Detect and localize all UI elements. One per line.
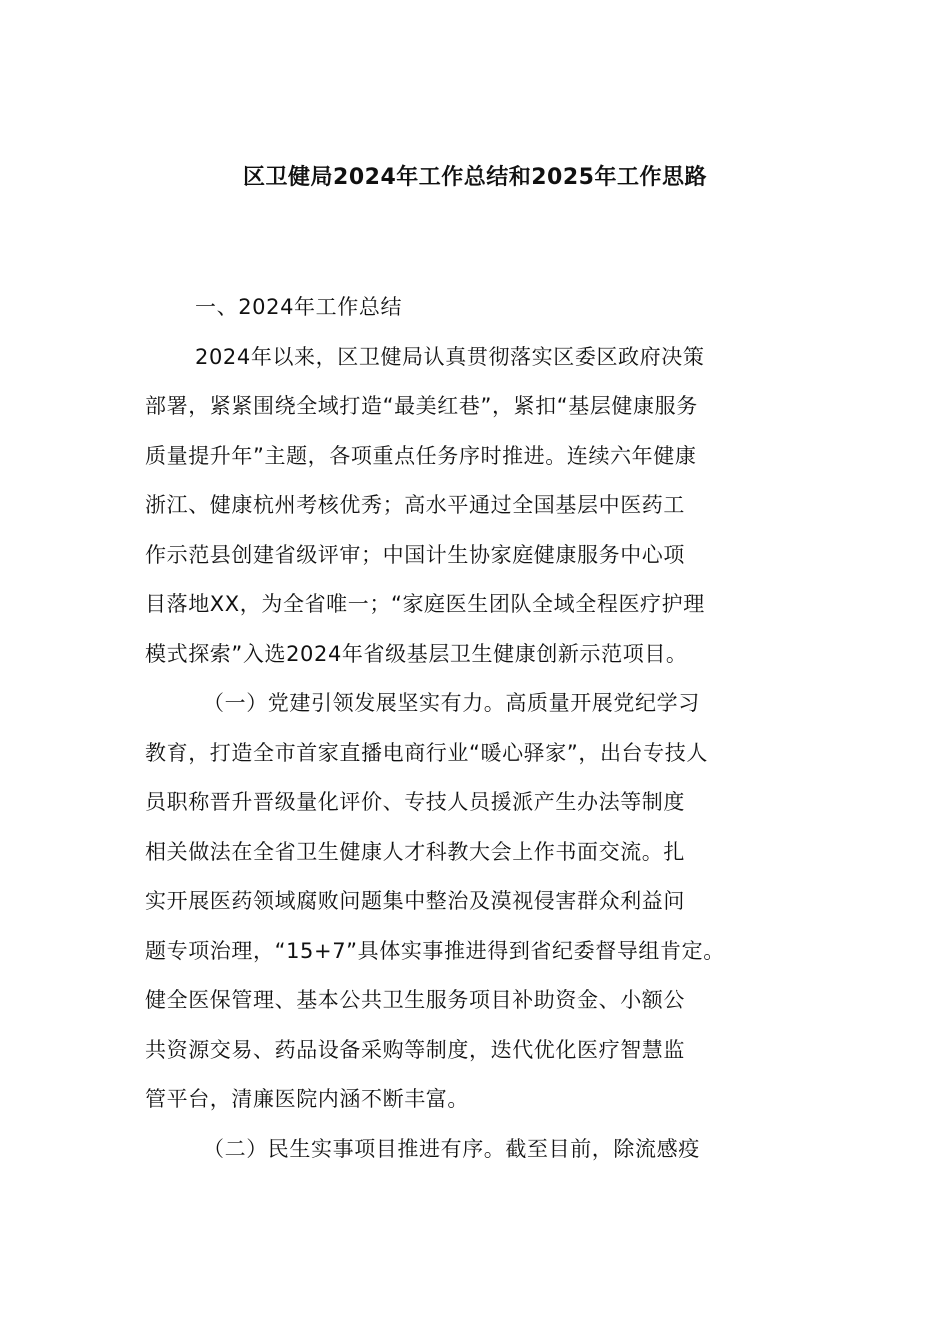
paragraph-line: 模式探索”入选2024年省级基层卫生健康创新示范项目。 [145,641,688,666]
paragraph-line: 质量提升年”主题，各项重点任务序时推进。连续六年健康 [145,443,697,468]
paragraph-line: 作示范县创建省级评审；中国计生协家庭健康服务中心项 [145,542,685,567]
paragraph-line: 浙江、健康杭州考核优秀；高水平通过全国基层中医药工 [145,493,685,517]
subsection-line: （二）民生实事项目推进有序。截至目前，除流感疫 [203,1136,700,1161]
paragraph-line: 共资源交易、药品设备采购等制度，迭代优化医疗智慧监 [145,1037,685,1062]
paragraph-line: 实开展医药领域腐败问题集中整治及漠视侵害群众利益问 [145,889,685,913]
subsection-line: （一）党建引领发展坚实有力。高质量开展党纪学习 [203,691,700,715]
paragraph-line: 员职称晋升晋级量化评价、专技人员援派产生办法等制度 [145,790,685,814]
paragraph-line: 2024年以来，区卫健局认真贯彻落实区委区政府决策 [195,344,705,369]
paragraph-line: 健全医保管理、基本公共卫生服务项目补助资金、小额公 [145,988,685,1012]
paragraph-line: 目落地XX，为全省唯一；“家庭医生团队全域全程医疗护理 [145,592,705,616]
paragraph-line: 管平台，清廉医院内涵不断丰富。 [145,1087,469,1111]
document-body [145,283,825,1174]
paragraph-line: 部署，紧紧围绕全域打造“最美红巷”，紧扣“基层健康服务 [145,394,698,418]
section-heading: 一、2024年工作总结 [195,295,403,319]
paragraph-line: 题专项治理，“15+7”具体实事推进得到省纪委督导组肯定。 [145,938,725,963]
paragraph-line: 相关做法在全省卫生健康人才科教大会上作书面交流。扎 [145,839,685,864]
paragraph-line: 教育，打造全市首家直播电商行业“暖心驿家”，出台专技人 [145,740,708,765]
document-title: 区卫健局2024年工作总结和2025年工作思路 [243,165,707,190]
